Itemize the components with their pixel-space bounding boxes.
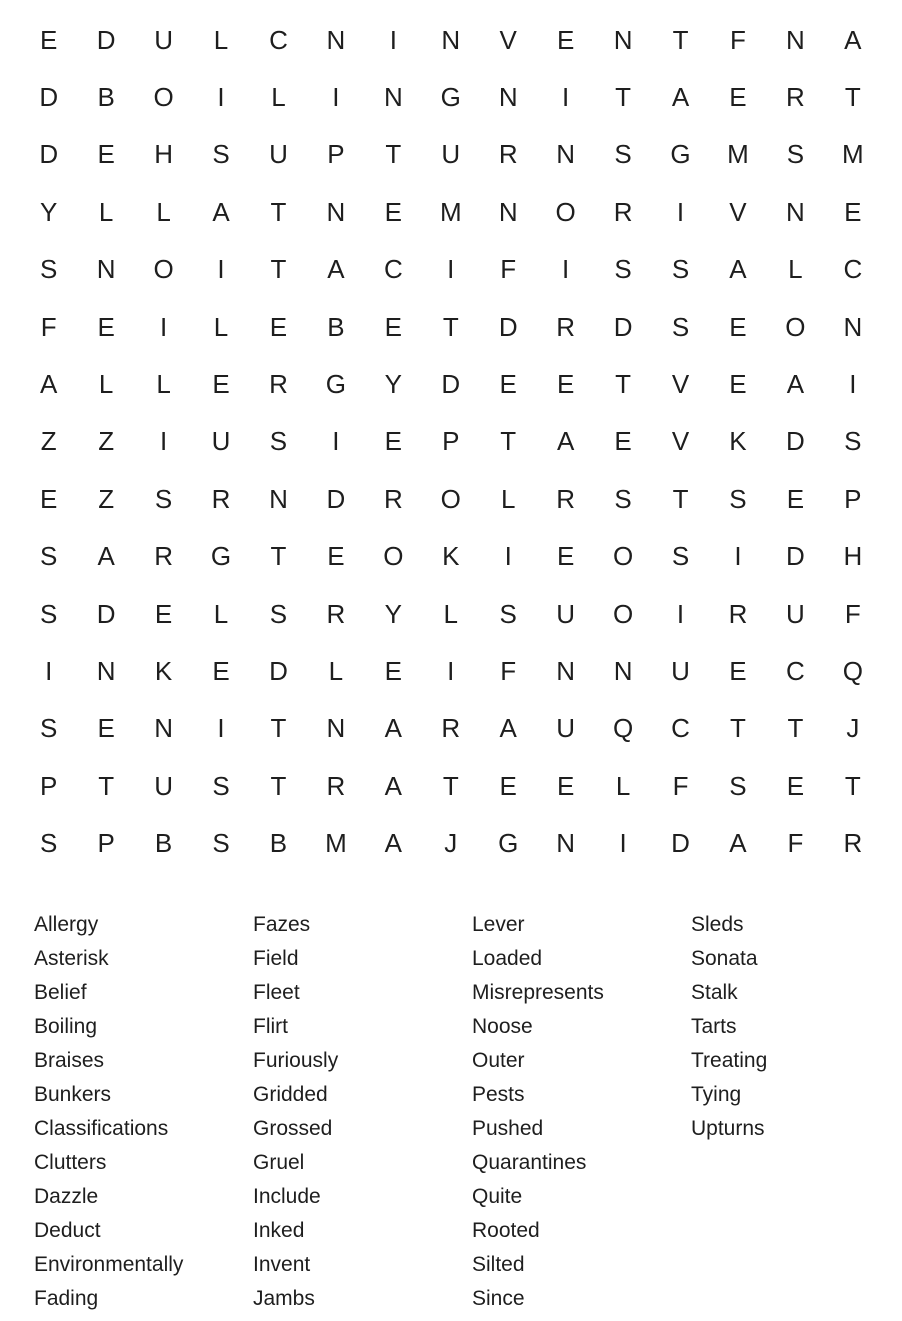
word-list-column — [34, 910, 253, 1318]
grid-cell[interactable]: I — [619, 828, 627, 859]
grid-cell[interactable]: R — [613, 196, 633, 227]
grid-cell[interactable]: E — [499, 369, 517, 400]
grid-cell[interactable]: Z — [98, 483, 115, 514]
grid-cell[interactable]: Q — [612, 713, 634, 744]
grid-cell[interactable]: S — [212, 828, 230, 859]
grid-cell[interactable]: Q — [842, 655, 863, 686]
word-list-item: Inked — [253, 1219, 305, 1242]
grid-cell[interactable]: G — [670, 139, 691, 170]
grid-cell[interactable]: V — [499, 24, 517, 55]
grid-cell[interactable]: N — [269, 483, 288, 514]
grid-cell[interactable]: M — [439, 196, 462, 227]
grid-cell[interactable]: B — [269, 828, 288, 859]
grid-cell[interactable]: G — [325, 369, 347, 400]
grid-cell[interactable]: D — [441, 369, 461, 400]
grid-cell[interactable]: T — [730, 713, 746, 744]
grid-cell[interactable]: D — [39, 139, 59, 170]
grid-cell[interactable]: T — [442, 770, 459, 801]
word-list-item: Braises — [34, 1049, 105, 1072]
grid-cell[interactable]: C — [383, 254, 403, 285]
grid-cell[interactable]: U — [441, 139, 461, 170]
grid-cell[interactable]: E — [40, 24, 58, 55]
grid-cell[interactable]: I — [332, 426, 340, 457]
grid-cell[interactable]: N — [96, 254, 116, 285]
grid-cell[interactable]: D — [671, 828, 690, 859]
grid-cell[interactable]: O — [383, 541, 404, 572]
grid-cell[interactable]: N — [96, 655, 116, 686]
grid-cell[interactable]: R — [556, 311, 576, 342]
grid-cell[interactable]: A — [384, 828, 403, 859]
grid-cell[interactable]: T — [844, 82, 861, 113]
grid-cell[interactable]: E — [97, 713, 115, 744]
grid-cell[interactable]: T — [500, 426, 517, 457]
grid-cell[interactable]: E — [40, 483, 58, 514]
grid-cell[interactable]: F — [844, 598, 861, 629]
grid-cell[interactable]: A — [786, 369, 805, 400]
grid-cell[interactable]: O — [440, 483, 461, 514]
grid-cell[interactable]: F — [500, 254, 517, 285]
grid-cell[interactable]: F — [730, 24, 746, 55]
grid-cell[interactable]: T — [672, 483, 689, 514]
grid-cell[interactable]: S — [614, 139, 632, 170]
grid-cell[interactable]: E — [844, 196, 862, 227]
grid-cell[interactable]: L — [156, 196, 171, 227]
grid-cell[interactable]: R — [211, 483, 231, 514]
grid-cell[interactable]: N — [498, 196, 518, 227]
grid-cell[interactable]: N — [843, 311, 863, 342]
grid-cell[interactable]: P — [442, 426, 460, 457]
grid-cell[interactable]: U — [154, 24, 173, 55]
grid-cell[interactable]: S — [671, 254, 690, 285]
grid-cell[interactable]: P — [40, 770, 58, 801]
grid-cell[interactable]: T — [270, 713, 287, 744]
grid-cell[interactable]: I — [562, 82, 570, 113]
grid-cell[interactable]: L — [98, 196, 114, 227]
grid-cell[interactable]: N — [326, 24, 346, 55]
grid-cell[interactable]: F — [40, 311, 57, 342]
word-list-item: Stalk — [691, 981, 738, 1004]
grid-cell[interactable]: V — [671, 426, 690, 457]
grid-cell[interactable]: Y — [384, 598, 403, 629]
grid-cell[interactable]: U — [269, 139, 288, 170]
grid-cell[interactable]: N — [786, 196, 805, 227]
word-list-item: Field — [253, 947, 299, 970]
grid-cell[interactable]: N — [383, 82, 403, 113]
grid-cell[interactable]: N — [326, 196, 346, 227]
grid-cell[interactable]: F — [500, 655, 517, 686]
grid-cell[interactable]: O — [612, 598, 634, 629]
grid-cell[interactable]: D — [613, 311, 633, 342]
grid-cell[interactable]: E — [556, 369, 575, 400]
grid-cell[interactable]: T — [787, 713, 804, 744]
word-list-item: Invent — [253, 1253, 311, 1276]
grid-cell[interactable]: L — [156, 369, 171, 400]
grid-cell[interactable]: G — [498, 828, 519, 859]
grid-cell[interactable]: I — [159, 426, 168, 457]
grid-cell[interactable]: I — [676, 196, 685, 227]
grid-cell[interactable]: A — [97, 541, 115, 572]
grid-cell[interactable]: S — [671, 311, 690, 342]
grid-cell[interactable]: L — [213, 24, 229, 55]
grid-cell[interactable]: E — [97, 139, 115, 170]
grid-cell[interactable]: Z — [40, 426, 57, 457]
grid-cell[interactable]: L — [443, 598, 459, 629]
word-list-item: Dazzle — [34, 1185, 99, 1208]
grid-cell[interactable]: E — [786, 770, 805, 801]
grid-cell[interactable]: L — [615, 770, 631, 801]
grid-cell[interactable]: L — [98, 369, 114, 400]
grid-cell[interactable]: I — [332, 82, 340, 113]
grid-cell[interactable]: C — [269, 24, 288, 55]
grid-cell[interactable]: T — [672, 24, 689, 55]
grid-cell[interactable]: E — [614, 426, 632, 457]
grid-cell[interactable]: T — [270, 770, 287, 801]
grid-cell[interactable]: T — [385, 139, 402, 170]
word-list-item: Tarts — [691, 1015, 737, 1038]
grid-cell[interactable]: T — [270, 541, 287, 572]
grid-cell[interactable]: U — [556, 598, 576, 629]
grid-cell[interactable]: N — [498, 82, 518, 113]
grid-cell[interactable]: I — [217, 82, 225, 113]
word-list-item: Belief — [34, 981, 87, 1004]
grid-cell[interactable]: L — [271, 82, 286, 113]
grid-cell[interactable]: U — [556, 713, 576, 744]
grid-cell[interactable]: T — [844, 770, 861, 801]
grid-cell[interactable]: N — [786, 24, 805, 55]
grid-cell[interactable]: I — [849, 369, 857, 400]
word-list-item: Outer — [472, 1049, 525, 1072]
grid-cell[interactable]: A — [729, 254, 747, 285]
word-list-item: Lever — [472, 913, 525, 936]
word-list-item: Gruel — [253, 1151, 305, 1174]
grid-cell[interactable]: M — [325, 828, 347, 859]
word-list-item: Quarantines — [472, 1151, 587, 1174]
grid-cell[interactable]: G — [210, 541, 232, 572]
word-list-item: Misrepresents — [472, 981, 604, 1004]
grid-cell[interactable]: E — [384, 426, 403, 457]
grid-cell[interactable]: S — [40, 598, 58, 629]
grid-cell[interactable]: R — [326, 598, 346, 629]
grid-cell[interactable]: S — [212, 139, 230, 170]
grid-cell[interactable]: M — [727, 139, 749, 170]
grid-cell[interactable]: G — [440, 82, 461, 113]
word-list-item: Furiously — [253, 1049, 339, 1072]
grid-cell[interactable]: S — [614, 254, 632, 285]
grid-cell[interactable]: A — [40, 369, 58, 400]
grid-cell[interactable]: H — [843, 541, 863, 572]
grid-cell[interactable]: R — [441, 713, 461, 744]
grid-cell[interactable]: N — [556, 828, 576, 859]
grid-cell[interactable]: R — [383, 483, 403, 514]
grid-cell[interactable]: U — [154, 770, 173, 801]
grid-cell[interactable]: D — [786, 541, 805, 572]
word-list-item: Silted — [472, 1253, 525, 1276]
grid-cell[interactable]: N — [613, 655, 633, 686]
word-list-item: Tying — [691, 1083, 742, 1106]
word-list-item: Loaded — [472, 947, 543, 970]
grid-cell[interactable]: V — [671, 369, 690, 400]
word-list-column — [691, 910, 902, 1318]
grid-cell[interactable]: I — [447, 254, 455, 285]
word-list-item: Classifications — [34, 1117, 169, 1140]
grid-cell[interactable]: F — [787, 828, 804, 859]
grid-cell[interactable]: K — [154, 655, 173, 686]
grid-cell[interactable]: O — [612, 541, 634, 572]
grid-cell[interactable]: J — [444, 828, 458, 859]
grid-cell[interactable]: E — [212, 369, 230, 400]
grid-cell[interactable]: N — [556, 139, 576, 170]
grid-cell[interactable]: C — [671, 713, 690, 744]
grid-cell[interactable]: I — [734, 541, 742, 572]
grid-cell[interactable]: E — [729, 655, 747, 686]
grid-cell[interactable]: P — [844, 483, 862, 514]
grid-cell[interactable]: V — [729, 196, 747, 227]
grid-cell[interactable]: N — [326, 713, 346, 744]
word-list-item: Asterisk — [34, 947, 109, 970]
grid-cell[interactable]: A — [499, 713, 517, 744]
grid-cell[interactable]: T — [98, 770, 115, 801]
word-list-item: Boiling — [34, 1015, 98, 1038]
word-list-item: Treating — [691, 1049, 768, 1072]
grid-cell[interactable]: T — [615, 369, 632, 400]
grid-cell[interactable]: A — [384, 713, 403, 744]
grid-cell[interactable]: T — [442, 311, 459, 342]
grid-cell[interactable]: N — [154, 713, 173, 744]
grid-cell[interactable]: I — [504, 541, 512, 572]
grid-cell[interactable]: R — [498, 139, 518, 170]
grid-cell[interactable]: I — [676, 598, 685, 629]
grid-cell[interactable]: I — [217, 713, 225, 744]
grid-cell[interactable]: Y — [40, 196, 58, 227]
grid-cell[interactable]: H — [154, 139, 173, 170]
grid-cell[interactable]: D — [326, 483, 346, 514]
grid-cell[interactable]: S — [269, 426, 288, 457]
grid-cell[interactable]: O — [153, 82, 174, 113]
grid-cell[interactable]: R — [154, 541, 173, 572]
grid-cell[interactable]: A — [384, 770, 403, 801]
grid-cell[interactable]: S — [40, 541, 58, 572]
grid-cell[interactable]: S — [729, 483, 747, 514]
grid-cell[interactable]: A — [671, 82, 690, 113]
grid-cell[interactable]: D — [96, 598, 116, 629]
grid-cell[interactable]: D — [96, 24, 116, 55]
grid-cell[interactable]: C — [843, 254, 863, 285]
grid-cell[interactable]: A — [729, 828, 747, 859]
word-list-item: Include — [253, 1185, 321, 1208]
grid-cell[interactable]: Y — [384, 369, 403, 400]
word-list-item: Allergy — [34, 913, 99, 936]
word-list-column — [253, 910, 472, 1318]
grid-cell[interactable]: E — [384, 655, 403, 686]
grid-cell[interactable]: E — [384, 311, 403, 342]
grid-cell[interactable]: L — [500, 483, 516, 514]
grid-cell[interactable]: D — [786, 426, 805, 457]
word-list-item: Rooted — [472, 1219, 540, 1242]
grid-cell[interactable]: S — [40, 254, 58, 285]
grid-cell[interactable]: P — [97, 828, 115, 859]
word-list-item: Pushed — [472, 1117, 544, 1140]
grid-cell[interactable]: N — [556, 655, 576, 686]
word-list-item: Sonata — [691, 947, 758, 970]
grid-cell[interactable]: A — [327, 254, 345, 285]
grid-cell[interactable]: E — [786, 483, 805, 514]
grid-cell[interactable]: S — [729, 770, 747, 801]
grid-cell[interactable]: I — [447, 655, 455, 686]
grid-cell[interactable]: Z — [98, 426, 115, 457]
grid-cell[interactable]: K — [442, 541, 460, 572]
grid-cell[interactable]: I — [217, 254, 225, 285]
grid-cell[interactable]: I — [45, 655, 53, 686]
grid-cell[interactable]: N — [441, 24, 461, 55]
grid-cell[interactable]: L — [213, 598, 229, 629]
word-list-item: Environmentally — [34, 1253, 184, 1276]
grid-cell[interactable]: R — [556, 483, 576, 514]
word-list-item: Flirt — [253, 1015, 288, 1038]
grid-cell[interactable]: S — [671, 541, 690, 572]
grid-cell[interactable]: E — [327, 541, 345, 572]
grid-cell[interactable]: R — [728, 598, 748, 629]
grid-cell[interactable]: I — [562, 254, 570, 285]
grid-cell[interactable]: R — [326, 770, 346, 801]
grid-cell[interactable]: E — [556, 770, 575, 801]
grid-cell[interactable]: T — [615, 82, 632, 113]
grid-cell[interactable]: D — [39, 82, 59, 113]
grid-cell[interactable]: T — [270, 196, 287, 227]
grid-cell[interactable]: F — [672, 770, 689, 801]
grid-cell[interactable]: S — [786, 139, 805, 170]
grid-cell[interactable]: E — [729, 82, 747, 113]
grid-cell[interactable]: A — [212, 196, 230, 227]
grid-cell[interactable]: L — [213, 311, 229, 342]
grid-cell[interactable]: A — [556, 426, 575, 457]
grid-cell[interactable]: A — [844, 24, 862, 55]
grid-cell[interactable]: E — [729, 311, 747, 342]
grid-cell[interactable]: E — [499, 770, 517, 801]
grid-cell[interactable]: J — [846, 713, 860, 744]
grid-cell[interactable]: I — [389, 24, 397, 55]
word-list-item: Fading — [34, 1287, 99, 1310]
grid-cell[interactable]: S — [614, 483, 632, 514]
grid-cell[interactable]: S — [40, 713, 58, 744]
grid-cell[interactable]: E — [729, 369, 747, 400]
word-list-item: Quite — [472, 1185, 523, 1208]
grid-cell[interactable]: S — [844, 426, 862, 457]
word-list-item: Clutters — [34, 1151, 107, 1174]
grid-cell[interactable]: E — [97, 311, 115, 342]
grid-cell[interactable]: B — [154, 828, 173, 859]
grid-cell[interactable]: R — [786, 82, 805, 113]
letter-grid — [20, 11, 882, 872]
grid-cell[interactable]: L — [328, 655, 344, 686]
word-list-item: Upturns — [691, 1117, 765, 1140]
grid-cell[interactable]: U — [671, 655, 690, 686]
grid-cell[interactable]: O — [153, 254, 174, 285]
word-list-column — [472, 910, 691, 1318]
grid-cell[interactable]: E — [212, 655, 230, 686]
grid-cell[interactable]: E — [384, 196, 403, 227]
word-list-item: Fleet — [253, 981, 300, 1004]
word-list-item: Fazes — [253, 913, 311, 936]
grid-cell[interactable]: C — [786, 655, 805, 686]
word-list-item: Sleds — [691, 913, 744, 936]
grid-cell[interactable]: S — [154, 483, 173, 514]
grid-cell[interactable]: D — [498, 311, 518, 342]
word-list-item: Jambs — [253, 1287, 315, 1310]
word-list-item: Deduct — [34, 1219, 101, 1242]
grid-cell[interactable]: T — [270, 254, 287, 285]
grid-cell[interactable]: E — [556, 541, 575, 572]
grid-cell[interactable]: E — [556, 24, 575, 55]
word-list-item: Gridded — [253, 1083, 328, 1106]
word-list-item: Pests — [472, 1083, 525, 1106]
grid-cell[interactable]: S — [40, 828, 58, 859]
word-list-item: Bunkers — [34, 1083, 112, 1106]
grid-cell[interactable]: S — [212, 770, 230, 801]
grid-cell[interactable]: M — [842, 139, 864, 170]
grid-cell[interactable]: K — [729, 426, 747, 457]
grid-cell[interactable]: O — [785, 311, 806, 342]
grid-cell[interactable]: N — [613, 24, 633, 55]
grid-cell[interactable]: B — [97, 82, 115, 113]
grid-cell[interactable]: I — [159, 311, 168, 342]
word-list-item: Since — [472, 1287, 525, 1310]
grid-cell[interactable]: S — [269, 598, 288, 629]
grid-cell[interactable]: E — [154, 598, 173, 629]
grid-cell[interactable]: S — [499, 598, 517, 629]
grid-cell[interactable]: U — [786, 598, 805, 629]
grid-cell[interactable]: B — [327, 311, 345, 342]
word-list — [34, 910, 902, 1318]
grid-cell[interactable]: L — [788, 254, 803, 285]
word-list-item: Grossed — [253, 1117, 333, 1140]
grid-cell[interactable]: D — [269, 655, 288, 686]
grid-cell[interactable]: R — [843, 828, 863, 859]
grid-cell[interactable]: E — [269, 311, 288, 342]
word-list-item: Noose — [472, 1015, 533, 1038]
grid-cell[interactable]: O — [555, 196, 576, 227]
grid-cell[interactable]: P — [327, 139, 345, 170]
grid-cell[interactable]: U — [211, 426, 231, 457]
grid-cell[interactable]: R — [269, 369, 288, 400]
